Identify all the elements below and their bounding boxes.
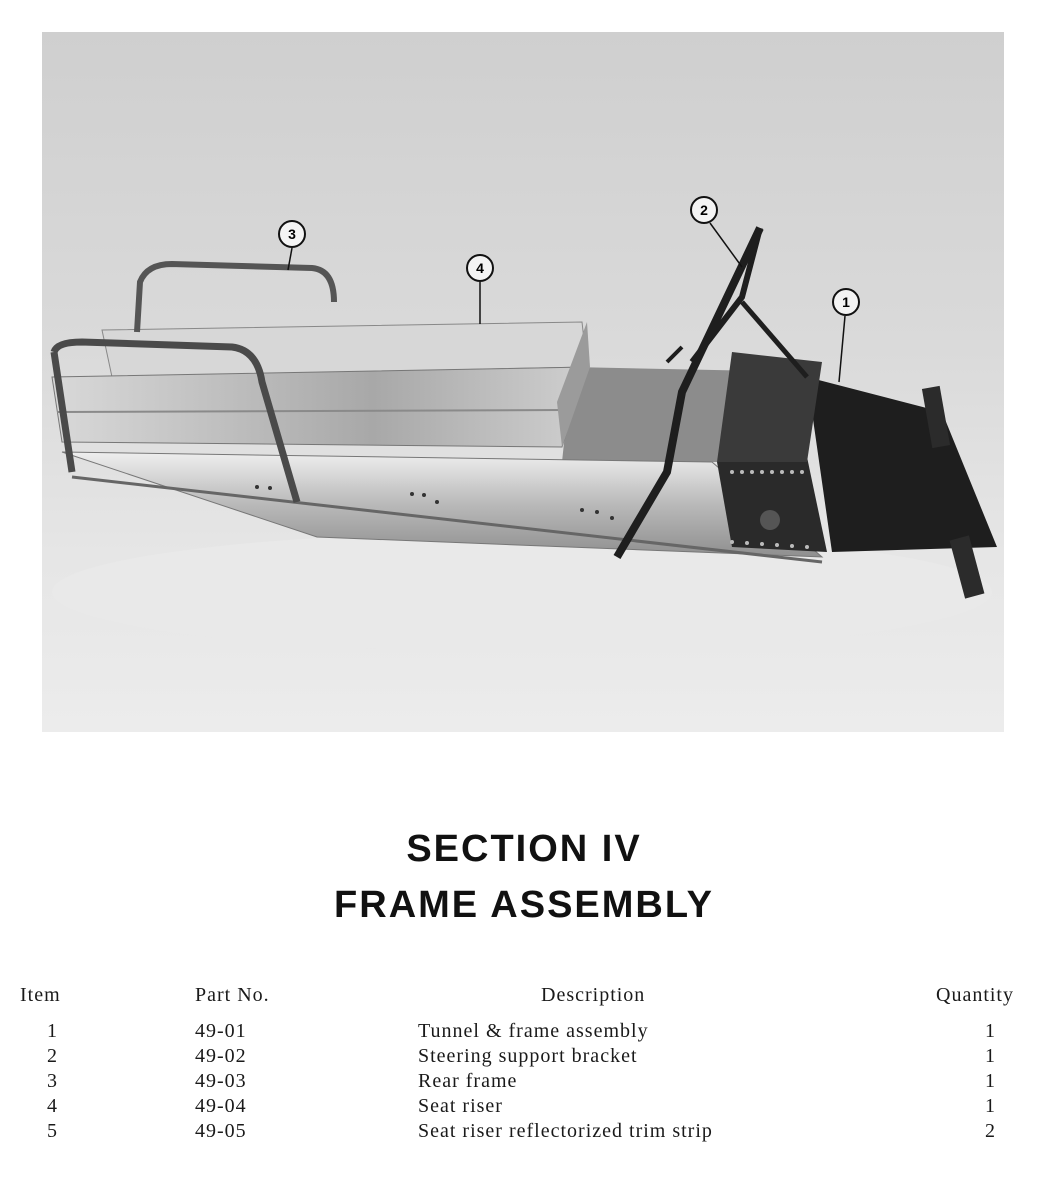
tunnel-side-panel [62,452,822,557]
table-row [0,1120,1048,1145]
row-item: 5 [47,1120,58,1142]
callout-1 [833,289,859,382]
table-row [0,1020,1048,1045]
row-description: Seat riser [418,1095,503,1117]
row-description: Rear frame [418,1070,518,1092]
svg-text:4: 4 [476,260,484,276]
svg-text:1: 1 [842,294,850,310]
header-quantity: Quantity [936,984,1014,1006]
rear-frame-tube-back [137,264,334,332]
callout-2 [691,197,742,267]
table-row [0,1070,1048,1095]
header-description: Description [541,984,646,1006]
row-item: 3 [47,1070,58,1092]
frame-assembly-photo [42,32,1004,732]
row-description: Steering support bracket [418,1045,638,1067]
frame-illustration [42,32,1004,732]
section-subheading: FRAME ASSEMBLY [334,884,714,926]
row-item: 4 [47,1095,58,1117]
row-part-no: 49-04 [195,1095,247,1117]
row-quantity: 1 [985,1045,996,1067]
callout-4 [467,255,493,324]
seat-riser-front [52,367,587,447]
row-quantity: 1 [985,1095,996,1117]
row-quantity: 1 [985,1020,996,1042]
parts-table-body [0,1020,1048,1145]
header-part-no: Part No. [195,984,270,1006]
parts-table-header [0,984,1048,1014]
row-description: Tunnel & frame assembly [418,1020,649,1042]
row-part-no: 49-03 [195,1070,247,1092]
callout-3 [279,221,305,270]
table-row [0,1095,1048,1120]
row-quantity: 1 [985,1070,996,1092]
svg-text:2: 2 [700,202,708,218]
svg-text:3: 3 [288,226,296,242]
row-part-no: 49-02 [195,1045,247,1067]
row-description: Seat riser reflectorized trim strip [418,1120,713,1142]
row-quantity: 2 [985,1120,996,1142]
row-part-no: 49-05 [195,1120,247,1142]
row-item: 2 [47,1045,58,1067]
table-row [0,1045,1048,1070]
row-part-no: 49-01 [195,1020,247,1042]
section-heading: SECTION IV [406,828,642,870]
front-nose-plate [807,377,997,552]
header-item: Item [20,984,61,1006]
row-item: 1 [47,1020,58,1042]
